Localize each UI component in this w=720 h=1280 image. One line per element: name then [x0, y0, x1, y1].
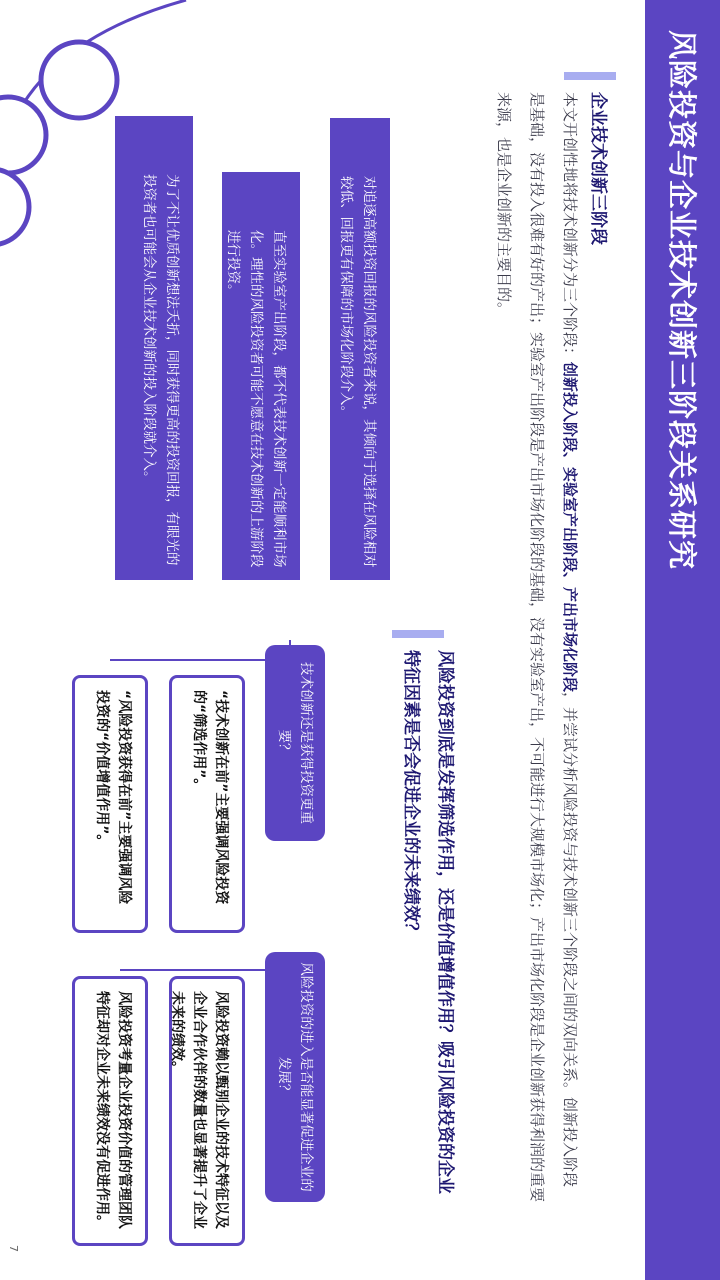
timeline-text-1: 对追逐高额投资回报的风险投资者来说，其倾向于选择在风险相对较低、回报更有保障的市场化阶段介入。	[338, 176, 377, 568]
section1-stages: 创新投入阶段、实验室产出阶段、产出市场化阶段	[561, 362, 579, 693]
flow2-answer-1	[169, 976, 245, 1246]
page-title: 风险投资与企业技术创新三阶段关系研究	[665, 30, 699, 571]
flow1-question: 技术创新还是获得投资更重要？	[276, 662, 314, 824]
flow2-question-box	[265, 952, 325, 1202]
page-number: 7	[7, 1245, 20, 1252]
timeline-node-1	[41, 42, 117, 118]
section2-accent-bar	[392, 630, 444, 638]
timeline-box-2	[222, 172, 300, 580]
flow1-connector	[110, 640, 290, 660]
timeline-node-3	[0, 169, 29, 245]
timeline-node-2	[0, 97, 46, 173]
flow1-question-box	[265, 645, 325, 841]
section1-body-suffix: ，并尝试分析风险投资与技术创新三个阶段之间的双向关系。创新投入阶段是基础，没有投入很难有好的产出；实验室产出阶段是产出市场化阶段的基础，没有实验室产出，不可能进行大规模市场化；产出市场化阶段是企业创新获得利润的重要来源，也是企业创新的主要目的。	[495, 92, 579, 1203]
section1-heading: 企业技术创新三阶段	[588, 92, 608, 245]
section2-heading: 风险投资到底是发挥筛选作用，还是价值增值作用？吸引风险投资的企业特征因素是否会促进企业的未来绩效？	[401, 650, 455, 1194]
section1-body	[487, 92, 586, 1202]
flow1-answer-1-text: “技术创新在前”主要强调风险投资的“筛选作用”。	[191, 690, 229, 905]
flow1-answer-2-text: “风险投资获得在前”主要强调风险投资的“价值增值作用”。	[94, 690, 132, 905]
flow2-question: 风险投资的进入是否能显著促进企业的发展？	[276, 962, 314, 1192]
timeline-text-3: 为了不让优质创新想法夭折，同时获得更高的投资回报，有眼光的投资者也可能会从企业技术创新的投入阶段就介入。	[141, 174, 180, 566]
flow1-answer-2	[72, 675, 148, 933]
flow2-answer-2	[72, 976, 148, 1246]
flow2-answer-2-text: 风险投资考量企业投资价值的管理团队特征却对企业未来绩效没有促进作用。	[94, 991, 132, 1229]
section1-accent-bar	[564, 72, 616, 80]
timeline-box-1	[330, 118, 390, 580]
flow2-answer-1-text: 风险投资赖以甄别企业的技术特征以及企业合作伙伴的数量也显著提升了企业未来的绩效。	[169, 991, 229, 1229]
section1-body-prefix: 本文开创性地将技术创新分为三个阶段：	[561, 92, 579, 363]
timeline-box-3	[115, 116, 193, 580]
flow1-answer-1	[169, 675, 245, 933]
timeline-text-2: 直至实验室产出阶段，都不代表技术创新一定能顺利市场化。理性的风险投资者可能不愿意在技术创新的上游阶段进行投资。	[225, 230, 287, 568]
